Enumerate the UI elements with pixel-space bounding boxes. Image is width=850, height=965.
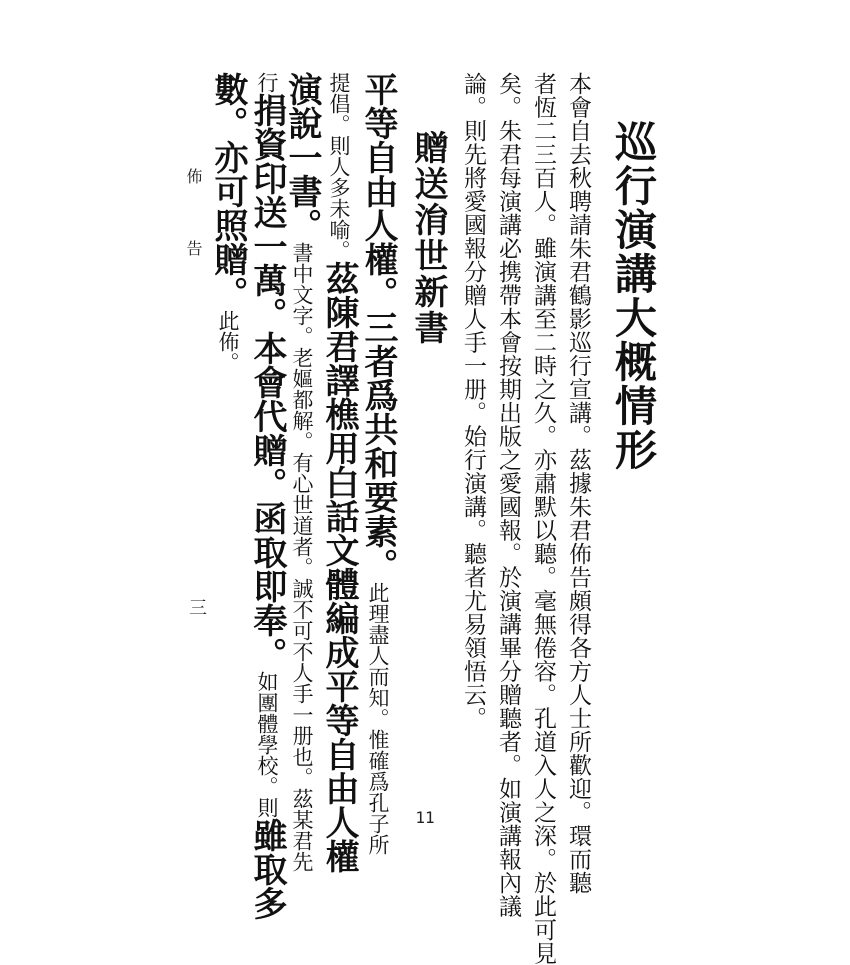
paragraph-line-2: 者恆二三百人。雖演講至二時之久。亦肅默以聽。毫無倦容。孔道入人之深。於此可見 bbox=[530, 72, 556, 965]
paragraph2-line-4 bbox=[247, 72, 287, 920]
line-annotation-2: 如團體學校。則 bbox=[255, 671, 279, 818]
paragraph2-line-2 bbox=[319, 72, 359, 873]
page-number: 11 bbox=[415, 808, 435, 827]
paragraph2-line-1 bbox=[358, 72, 398, 855]
paragraph-line-1: 本會自去秋聘請朱君鶴影巡行宣講。茲據朱君佈告頗得各方人士所歡迎。環而聽 bbox=[565, 72, 591, 895]
line-annotation: 此佈。 bbox=[216, 310, 240, 373]
running-header-label: 佈 告 bbox=[184, 168, 203, 276]
paragraph-line-4: 論。則先將愛國報分贈人手一册。始行演講。聽者尤易領悟云。 bbox=[460, 72, 486, 730]
line-emphasis: 平等自由人權。三者爲共和要素。 bbox=[358, 72, 398, 582]
line-emphasis: 數。亦可照贈。 bbox=[208, 72, 248, 310]
section-title-book-gift: 贈送㳙世新書 bbox=[408, 130, 448, 346]
line-annotation: 提倡。則人多未喻。 bbox=[327, 72, 351, 261]
line-annotation: 行 bbox=[255, 72, 279, 93]
section-title-lecture-tour: 巡行演講大概情形 bbox=[609, 120, 658, 472]
line-annotation: 書中文字。老嫗都解。有心世道者。誠不可不人手一册也。茲某君先 bbox=[290, 242, 314, 872]
line-emphasis: 演說一書。 bbox=[282, 72, 322, 242]
line-annotation: 此理盡人而知。惟確爲孔子所 bbox=[366, 582, 390, 855]
line-emphasis-2: 雖取多 bbox=[247, 818, 287, 920]
paragraph2-line-5 bbox=[208, 72, 248, 373]
paragraph2-line-3 bbox=[282, 72, 322, 872]
paragraph-line-3: 矣。朱君每演講必携帶本會按期出版之愛國報。於演講畢分贈聽者。如演講報內議 bbox=[495, 72, 521, 918]
gutter-page-marker: 三 bbox=[186, 598, 207, 616]
line-emphasis: 茲陳君譯樵用白話文體編成平等自由人權 bbox=[319, 261, 359, 873]
line-emphasis: 捐資印送一萬。本會代贈。函取即奉。 bbox=[247, 93, 287, 671]
